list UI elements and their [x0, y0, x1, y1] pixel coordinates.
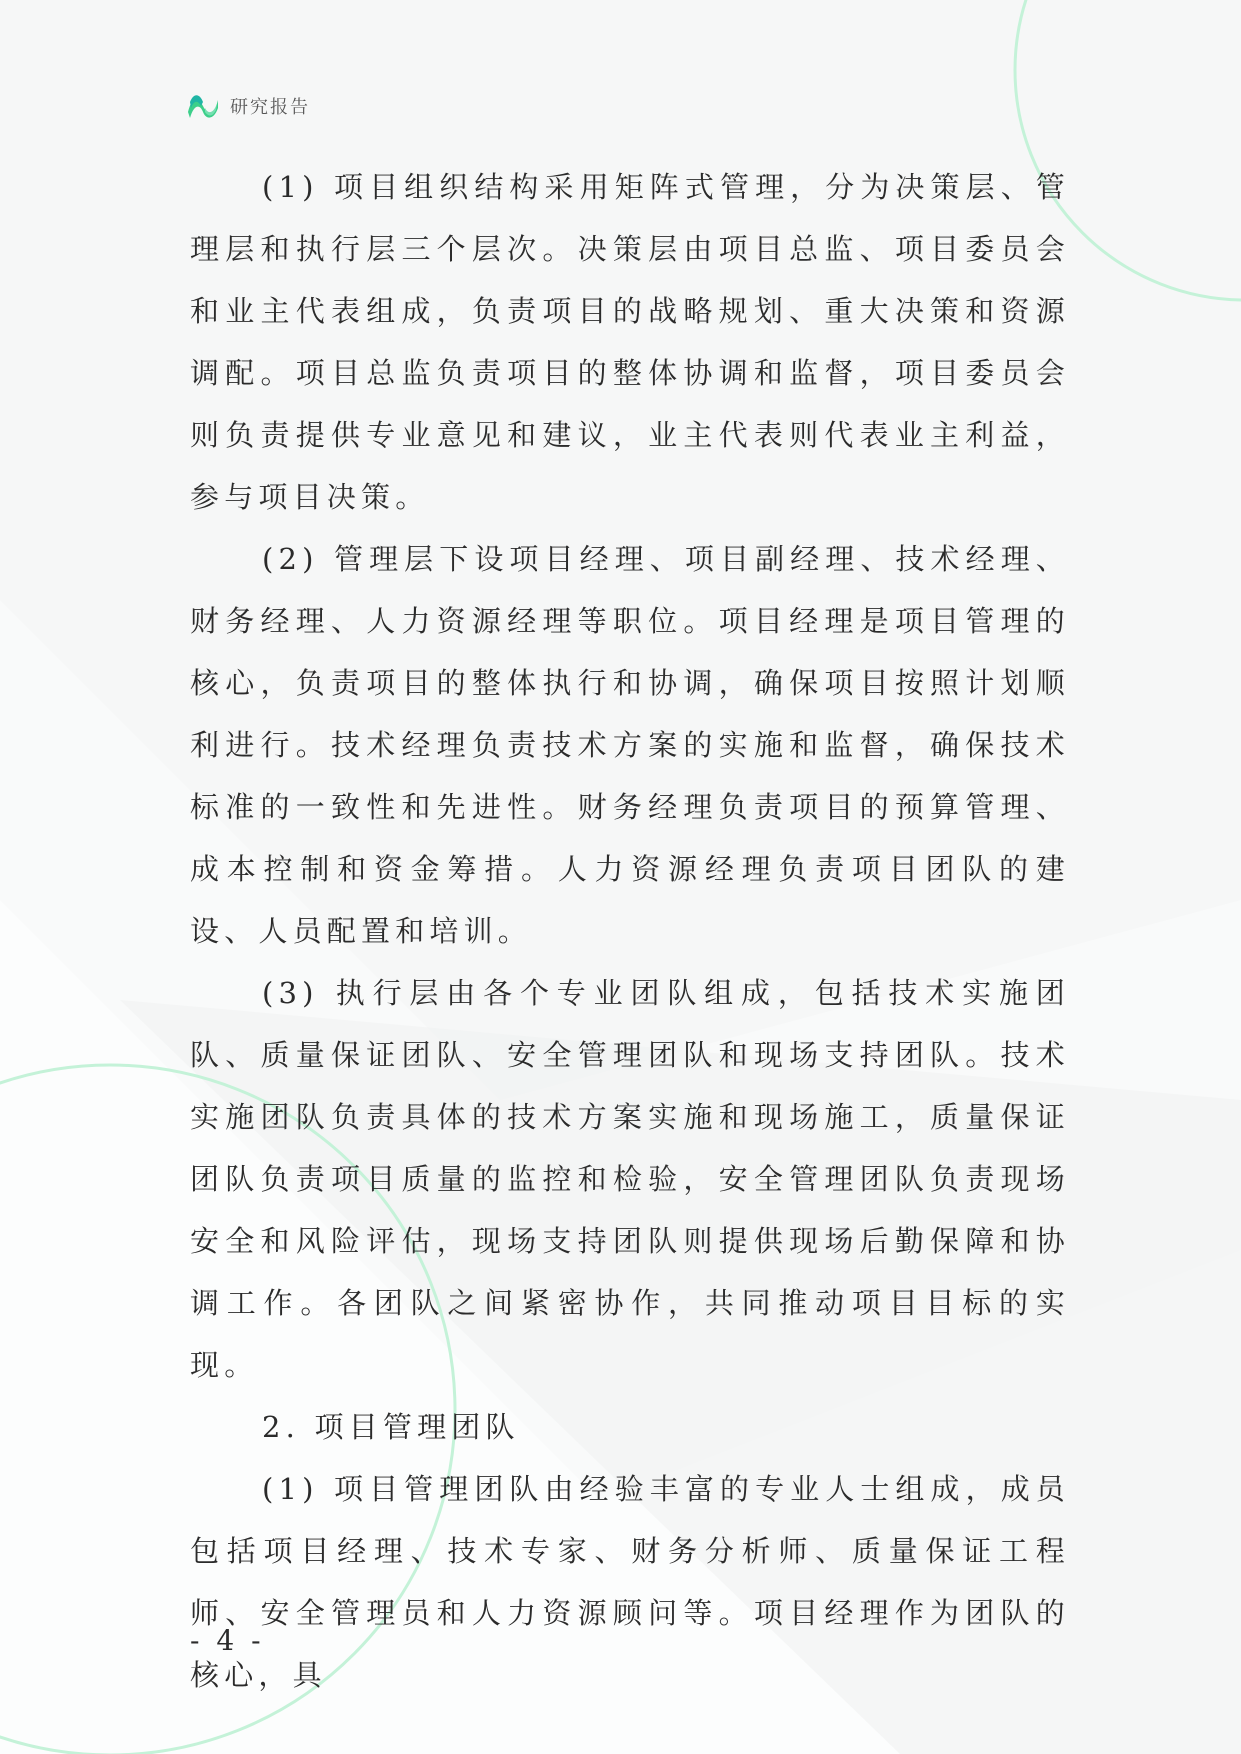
- body-text: [190, 156, 1070, 1706]
- paragraph: (3) 执行层由各个专业团队组成，包括技术实施团队、质量保证团队、安全管理团队和现场支持团队。技术实施团队负责具体的技术方案实施和现场施工，质量保证团队负责项目质量的监控和检验，安全管理团队负责现场安全和风险评估，现场支持团队则提供现场后勤保障和协调工作。各团队之间紧密协作，共同推动项目目标的实现。: [190, 976, 1070, 1382]
- header-label: 研究报告: [230, 97, 310, 118]
- page-number: - 4 -: [190, 1624, 265, 1657]
- paragraph: (1) 项目组织结构采用矩阵式管理，分为决策层、管理层和执行层三个层次。决策层由项目总监、项目委员会和业主代表组成，负责项目的战略规划、重大决策和资源调配。项目总监负责项目的整体协调和监督，项目委员会则负责提供专业意见和建议，业主代表则代表业主利益，参与项目决策。: [190, 170, 1070, 514]
- logo-icon: [186, 90, 220, 122]
- page-header: [186, 88, 310, 124]
- section-heading: 2. 项目管理团队: [262, 1410, 520, 1444]
- paragraph: (2) 管理层下设项目经理、项目副经理、技术经理、财务经理、人力资源经理等职位。项目经理是项目管理的核心，负责项目的整体执行和协调，确保项目按照计划顺利进行。技术经理负责技术方案的实施和监督，确保技术标准的一致性和先进性。财务经理负责项目的预算管理、成本控制和资金筹措。人力资源经理负责项目团队的建设、人员配置和培训。: [190, 542, 1070, 948]
- paragraph: (1) 项目管理团队由经验丰富的专业人士组成，成员包括项目经理、技术专家、财务分析师、质量保证工程师、安全管理员和人力资源顾问等。项目经理作为团队的核心，具: [190, 1472, 1070, 1692]
